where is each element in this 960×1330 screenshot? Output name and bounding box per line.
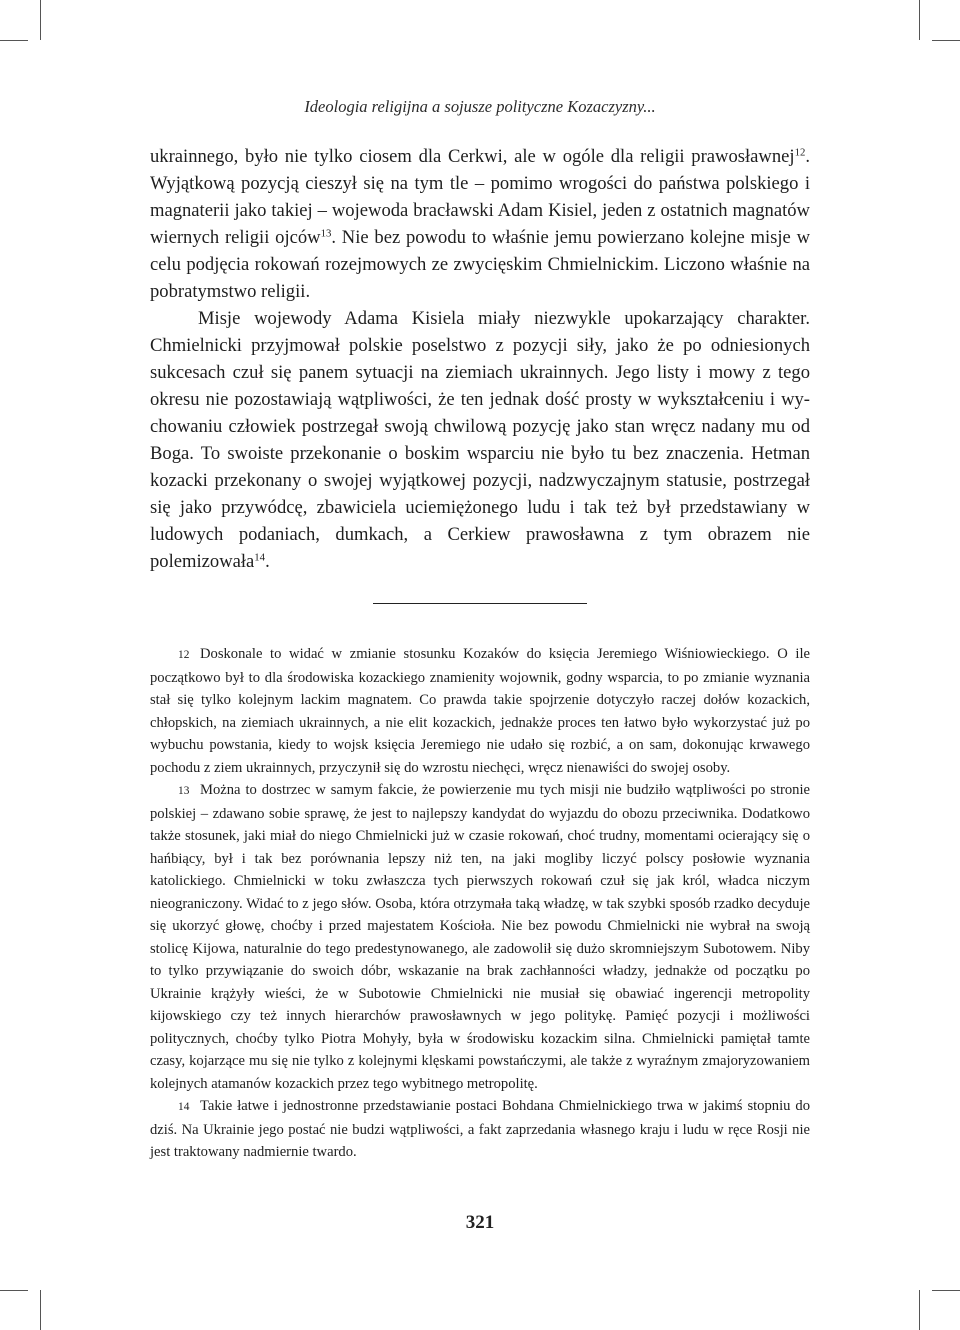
footnote-number: 12 <box>178 649 190 661</box>
footnote-13 <box>150 779 810 1095</box>
footnote-number: 14 <box>178 1101 190 1113</box>
body-paragraph-1 <box>150 143 810 305</box>
page-number: 321 <box>465 1212 495 1233</box>
footnote-number: 13 <box>178 785 190 797</box>
crop-mark-top-left-horizontal <box>0 40 28 41</box>
crop-mark-top-left <box>40 0 41 40</box>
footnote-text: Doskonale to widać w zmianie stosunku Kozaków do księcia Jeremiego Wiśniowieckiego. O ile początkowo był to dla środowiska kozackiego znamienity wojownik, godny wsparcia, to po zmianie wyznania stał się tylko kolejnym lackim magnatem. Co prawda takie spojrzenie dotyczyło raczej dołów kozackich, chłopskich, na ziemiach ukrainnych, a nie elit kozackich, jednakże proces ten łatwo było wykorzystać już po wybuchu powstania, kiedy to wojsk księcia Jeremiego nie udało się rozbić, a on sam, dokonując krwawego pochodu z ziem ukrainnych, przyczynił się do wzrostu niechęci, wręcz nienawiści do swojej osoby. <box>150 646 810 776</box>
footnote-ref-13[interactable]: 13 <box>320 227 332 240</box>
footnote-12 <box>150 643 810 779</box>
footnote-ref-12[interactable]: 12 <box>794 146 806 159</box>
body-text-run: Misje wojewody Adama Kisiela miały niezwykle upokarzający charakter. Chmielnicki przyjmował polskie poselstwo z pozycji siły, jako że po odniesionych sukcesach czuł się panem sytuacji na ziemiach ukrainnych. Jego listy i mowy z tego okresu nie pozostawiają wątpliwości, że ten jednak dość prosty w wykształceniu i wychowaniu człowiek postrzegał swoją chwilową pozycję jako stan wręcz nadany mu od Boga. To swoiste przekonanie o boskim wsparciu nie było tu bez znaczenia. Hetman kozacki przekonany o swojej wyjątkowej pozycji, nadzwyczajnym statusie, postrzegał się jako przywódcę, zbawiciela uciemiężonego ludu i tak też był przedstawiany w ludowych podaniach, dumkach, a Cerkiew prawosławna z tym obrazem nie polemizowała <box>150 308 810 572</box>
footnote-text: Takie łatwe i jednostronne przedstawianie postaci Bohdana Chmielnickiego trwa w jakimś stopniu do dziś. Na Ukrainie jego postać nie budzi wątpliwości, a fakt zaprzedania własnego kraju i ludu w ręce Rosji nie jest traktowany nadmiernie twardo. <box>150 1098 810 1160</box>
running-head: Ideologia religijna a sojusze polityczne Kozaczyzny... <box>304 97 656 116</box>
body-text-run: . <box>265 551 270 572</box>
footnote-separator <box>373 603 587 604</box>
body-paragraph-2 <box>150 305 810 575</box>
crop-mark-top-right <box>919 0 920 40</box>
crop-mark-bottom-left <box>40 1290 41 1330</box>
body-text-run: . Wyjątkową pozycją cieszył się na tym tle – pomimo wrogości do państwa polskiego i magnaterii jako takiej – wojewoda bracławski Adam Kisiel, jeden z ostatnich magnatów wiernych religii ojców <box>150 146 810 248</box>
footnote-14 <box>150 1095 810 1164</box>
body-text <box>150 143 810 575</box>
crop-mark-bottom-right-horizontal <box>932 1290 960 1291</box>
crop-mark-bottom-left-horizontal <box>0 1290 28 1291</box>
footnotes <box>150 643 810 1164</box>
body-text-run: ukrainnego, było nie tylko ciosem dla Cerkwi, ale w ogóle dla religii prawosławnej <box>150 146 795 167</box>
body-text-run: . Nie bez powodu to właśnie jemu powierzano kolejne misje w celu podjęcia rokowań rozejmowych ze zwycięskim Chmielnickim. Liczono właśnie na pobratymstwo religii. <box>150 227 810 302</box>
footnote-ref-14[interactable]: 14 <box>254 551 266 564</box>
footnote-text: Można to dostrzec w samym fakcie, że powierzenie mu tych misji nie budziło wątpliwości po stronie polskiej – zdawano sobie sprawę, że jest to najlepszy kandydat do wyjazdu do obozu przeciwnika. Dodatkowo także stosunek, jaki miał do niego Chmielnicki już w czasie rokowań, choć trudny, momentami ocierający się o hańbiący, był i tak bez porównania lepszy niż ten, na jaki mogliby liczyć polscy posłowie wyznania katolickiego. Chmielnicki w toku zwłaszcza tych pierwszych rokowań czuł się jak król, władca niczym nieograniczony. Widać to z jego słów. Osoba, która otrzymała taką władzę, w tak szybki sposób rzadko decyduje się ukorzyć głowę, choćby i przed majestatem Kościoła. Nie bez powodu Chmielnicki nie wybrał na swoją stolicę Kijowa, naturalnie do tego predestynowanego, ale zadowolił się dużo skromniejszym Subotowem. Niby to tylko przywiązanie do swoich dóbr, wskazanie na brak zachłanności władzy, jednakże od początku po Ukrainie krążyły wieści, że w Subotowie Chmielnicki nie musiał się obawiać ingerencji metropolity kijowskiego czy też innych hierarchów prawosławnych w jego politykę. Pamięć pozycji i możliwości politycznych, choćby tylko Piotra Mohyły, była w środowisku kozackim silna. Chmielnicki pamiętał tamte czasy, kojarzące mu się nie tylko z kolejnymi klęskami powstańczymi, ale także z wyraźnym zmajoryzowaniem kolejnych atamanów kozackich przez tego wybitnego metropolitę. <box>150 782 810 1092</box>
crop-mark-bottom-right <box>919 1290 920 1330</box>
crop-mark-top-right-horizontal <box>932 40 960 41</box>
